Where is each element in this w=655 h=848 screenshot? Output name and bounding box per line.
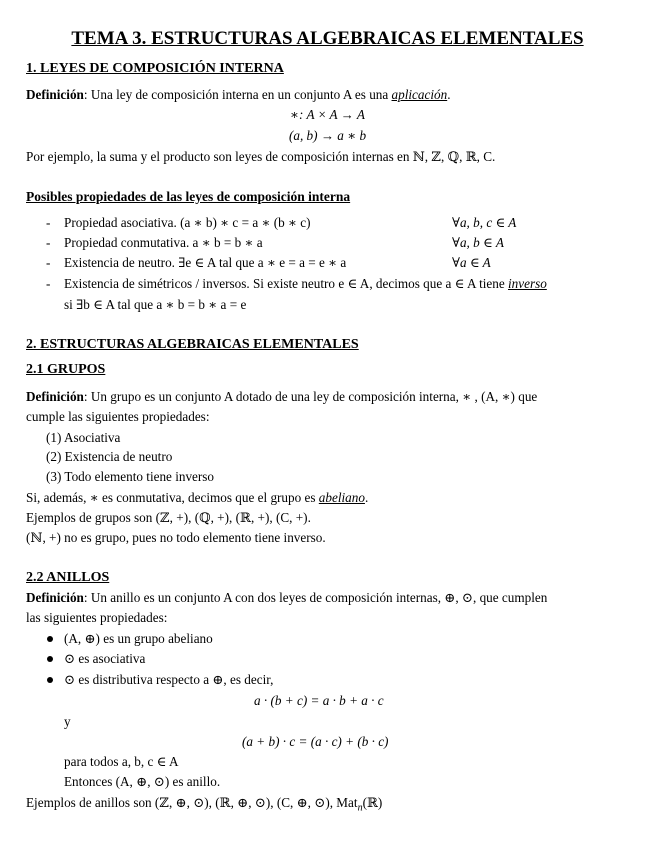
ring-examples-end: (ℝ) [362,795,383,810]
property-inverse-text: Existencia de simétricos / inversos. Si existe neutro e ∈ A, decimos que a ∈ A tiene [64,276,508,291]
bullet-icon [47,656,53,662]
definition-text: : Un anillo es un conjunto A con dos leyes de composición internas, ⊕, ⊙, que cumplen [83,590,548,605]
ring-property: ⊙ es distributiva respecto a ⊕, es decir, [64,672,274,687]
definition-composition-law [26,86,451,104]
section-heading-anillos: 2.2 ANILLOS [26,570,110,585]
subscript-n: n [357,802,363,814]
list-item: (1) Asociativa [46,430,121,445]
list-item: (3) Todo elemento tiene inverso [46,469,215,484]
properties-heading: Posibles propiedades de las leyes de composición interna [26,189,351,204]
definition-text: : Una ley de composición interna en un conjunto A es una [83,87,392,102]
ring-examples-text: Ejemplos de anillos son (ℤ, ⊕, ⊙), (ℝ, ⊕, ⊙), (C, ⊕, ⊙), Mat [26,795,358,810]
example-text: Por ejemplo, la suma y el producto son leyes de composición internas en ℕ, ℤ, ℚ, ℝ, C. [26,149,496,164]
section-heading-grupos: 2.1 GRUPOS [26,362,106,377]
definition-label: Definición [26,389,84,404]
list-dash: - [46,276,51,291]
link-aplicacion: aplicación [391,87,448,102]
definition-label: Definición [26,590,84,605]
group-nonexample: (ℕ, +) no es grupo, pues no todo elemento tiene inverso. [26,530,326,545]
ring-conclusion: Entonces (A, ⊕, ⊙) es anillo. [64,774,221,789]
list-dash: - [46,235,51,250]
bullet-icon [47,677,53,683]
group-examples: Ejemplos de grupos son (ℤ, +), (ℚ, +), (ℝ, +), (C, +). [26,510,311,525]
property-neutral: Existencia de neutro. ∃e ∈ A tal que a ∗ e = a = e ∗ a [64,255,347,270]
property-inverse [64,275,547,293]
property-inverse-line2: si ∃b ∈ A tal que a ∗ b = b ∗ a = e [64,297,247,312]
list-dash: - [46,255,51,270]
abelian-text: Si, además, ∗ es conmutativa, decimos que el grupo es [26,490,319,505]
section-heading-estructuras: 2. ESTRUCTURAS ALGEBRAICAS ELEMENTALES [26,337,359,352]
link-abeliano: abeliano [318,490,365,505]
section-heading-leyes: 1. LEYES DE COMPOSICIÓN INTERNA [26,61,284,76]
ring-examples [26,794,382,818]
definition-group-line2: cumple las siguientes propiedades: [26,409,210,424]
abelian-definition [26,489,368,507]
formula-pair: (a, b) → a ∗ b [288,128,367,143]
bullet-icon [47,636,53,642]
ring-property: ⊙ es asociativa [64,651,146,666]
definition-ring-line2: las siguientes propiedades: [26,610,168,625]
property-associative: Propiedad asociativa. (a ∗ b) ∗ c = a ∗ (b ∗ c) [64,215,311,230]
abelian-end: . [364,490,369,505]
definition-ring [26,589,547,607]
list-item: (2) Existencia de neutro [46,449,173,464]
distributive-right: (a + b) · c = (a · c) + (b · c) [242,734,389,749]
property-commutative: Propiedad conmutativa. a ∗ b = b ∗ a [64,235,263,250]
document-title: TEMA 3. ESTRUCTURAS ALGEBRAICAS ELEMENTALES [71,28,584,49]
quantifier: ∀a, b, c ∈ A [452,215,517,230]
quantifier: ∀a, b ∈ A [452,235,504,250]
definition-label: Definición [26,87,84,102]
forall-statement: para todos a, b, c ∈ A [64,754,179,769]
quantifier: ∀a ∈ A [452,255,491,270]
conjunction-y: y [64,714,71,729]
distributive-left: a · (b + c) = a · b + a · c [254,693,384,708]
ring-property: (A, ⊕) es un grupo abeliano [64,631,213,646]
definition-text: : Un grupo es un conjunto A dotado de una ley de composición interna, ∗ , (A, ∗) que [83,389,538,404]
list-dash: - [46,215,51,230]
formula-mapping: ∗: A × A → A [290,107,365,122]
definition-end: . [447,87,451,102]
link-inverso: inverso [508,276,547,291]
definition-group [26,388,537,406]
